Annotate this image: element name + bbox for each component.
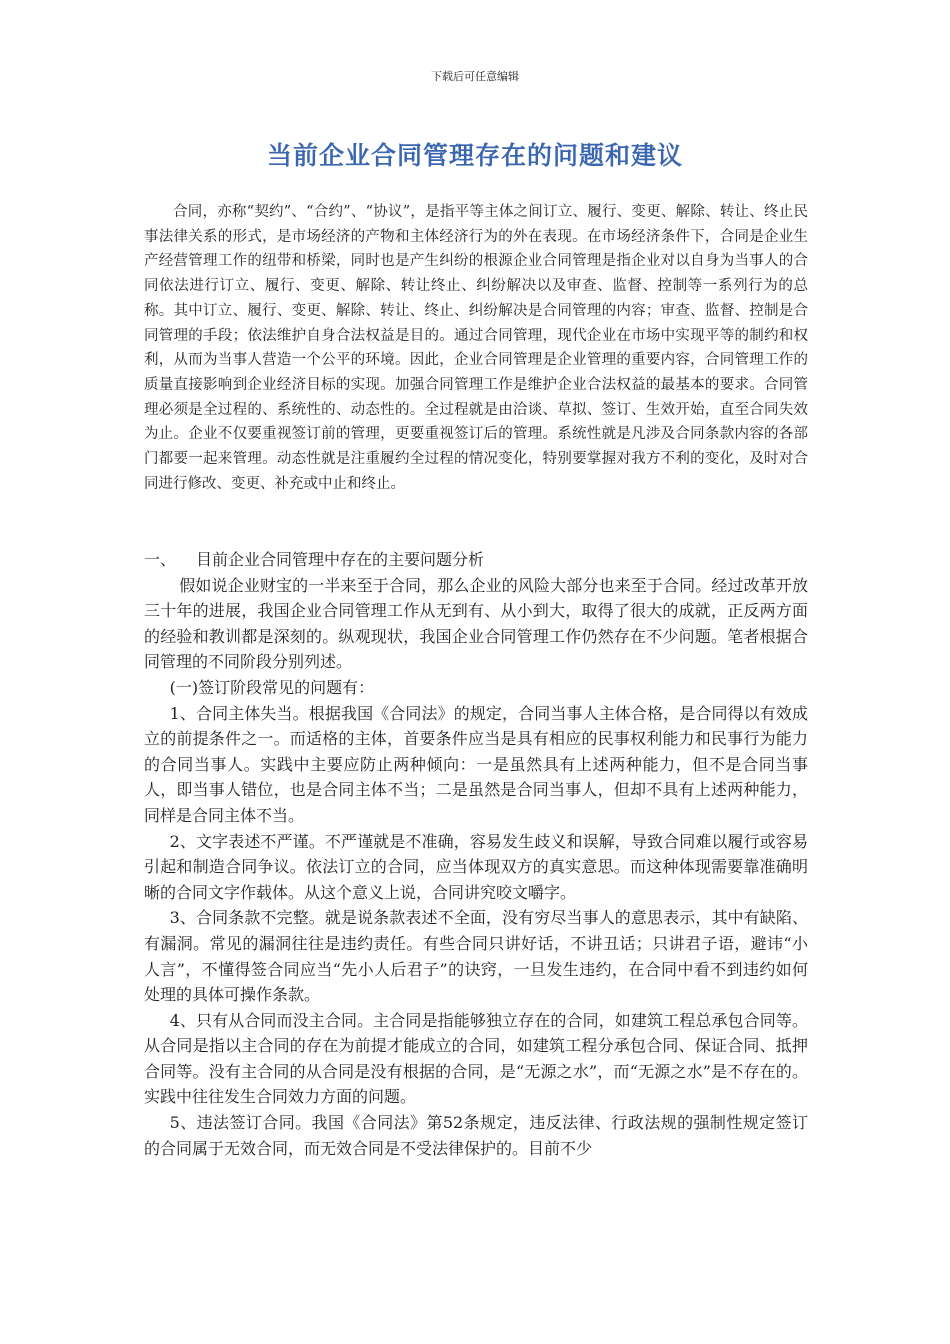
list-item: 2、文字表述不严谨。不严谨就是不准确，容易发生歧义和误解，导致合同难以履行或容易引起和制造合同争议。依法订立的合同，应当体现双方的真实意思。而这种体现需要靠准确明晰的合同文字作载体。从这个意义上说，合同讲究咬文嚼字。 [144, 831, 808, 902]
page-header: 下载后可任意编辑 [431, 70, 519, 83]
section-heading-text: 目前企业合同管理中存在的主要问题分析 [196, 550, 485, 569]
intro-paragraph: 合同，亦称“契约”、“合约”、“协议”，是指平等主体之间订立、履行、变更、解除、转让、终止民事法律关系的形式，是市场经济的产物和主体经济行为的外在表现。在市场经济条件下，合同是企业生产经营管理工作的纽带和桥梁，同时也是产生纠纷的根源企业合同管理是指企业对以自身为当事人的合同依法进行订立、履行、变更、解除、转让终止、纠纷解决以及审查、监督、控制等一系列行为的总称。其中订立、履行、变更、解除、转让、终止、纠纷解决是合同管理的内容；审查、监督、控制是合同管理的手段；依法维护自身合法权益是目的。通过合同管理，现代企业在市场中实现平等的制约和权利，从而为当事人营造一个公平的环境。因此，企业合同管理是企业管理的重要内容，合同管理工作的质量直接影响到企业经济目标的实现。加强合同管理工作是维护企业合法权益的最基本的要求。合同管理必须是全过程的、系统性的、动态性的。全过程就是由洽谈、草拟、签订、生效开始，直至合同失效为止。企业不仅要重视签订前的管理，更要重视签订后的管理。系统性就是凡涉及合同条款内容的各部门都要一起来管理。动态性就是注重履约全过程的情况变化，特别要掌握对我方不利的变化，及时对合同进行修改、变更、补充或中止和终止。 [144, 204, 808, 492]
list-item: 5、违法签订合同。我国《合同法》第52条规定，违反法律、行政法规的强制性规定签订的合同属于无效合同，而无效合同是不受法律保护的。目前不少 [144, 1113, 808, 1158]
section-heading [144, 547, 808, 573]
section-paragraph: 假如说企业财宝的一半来至于合同，那么企业的风险大部分也来至于合同。经过改革开放三十年的进展，我国企业合同管理工作从无到有、从小到大，取得了很大的成就，正反两方面的经验和教训都是深刻的。纵观现状，我国企业合同管理工作仍然存在不少问题。笔者根据合同管理的不同阶段分别列述。 [144, 575, 808, 672]
subsection-heading: (一)签订阶段常见的问题有： [169, 677, 375, 697]
list-item: 3、合同条款不完整。就是说条款表述不全面，没有穷尽当事人的意思表示，其中有缺陷、有漏洞。常见的漏洞往往是违约责任。有些合同只讲好话，不讲丑话；只讲君子语，避讳“小人言”，不懂得签合同应当“先小人后君子”的诀窍，一旦发生违约，在合同中看不到违约如何处理的具体可操作条款。 [144, 908, 808, 1005]
list-item: 4、只有从合同而没主合同。主合同是指能够独立存在的合同，如建筑工程总承包合同等。从合同是指以主合同的存在为前提才能成立的合同，如建筑工程分承包合同、保证合同、抵押合同等。没有主合同的从合同是没有根据的合同，是“无源之水”，而“无源之水”是不存在的。实践中往往发生合同效力方面的问题。 [144, 1010, 808, 1107]
list-item: 1、合同主体失当。根据我国《合同法》的规定，合同当事人主体合格，是合同得以有效成立的前提条件之一。而适格的主体，首要条件应当是具有相应的民事权利能力和民事行为能力的合同当事人。实践中主要应防止两种倾向：一是虽然具有上述两种能力，但不是合同当事人，即当事人错位，也是合同主体不当；二是虽然是合同当事人，但却不具有上述两种能力，同样是合同主体不当。 [144, 703, 808, 825]
document-title: 当前企业合同管理存在的问题和建议 [266, 141, 683, 170]
section-body [144, 547, 808, 1161]
section-number: 一、 [144, 550, 177, 569]
